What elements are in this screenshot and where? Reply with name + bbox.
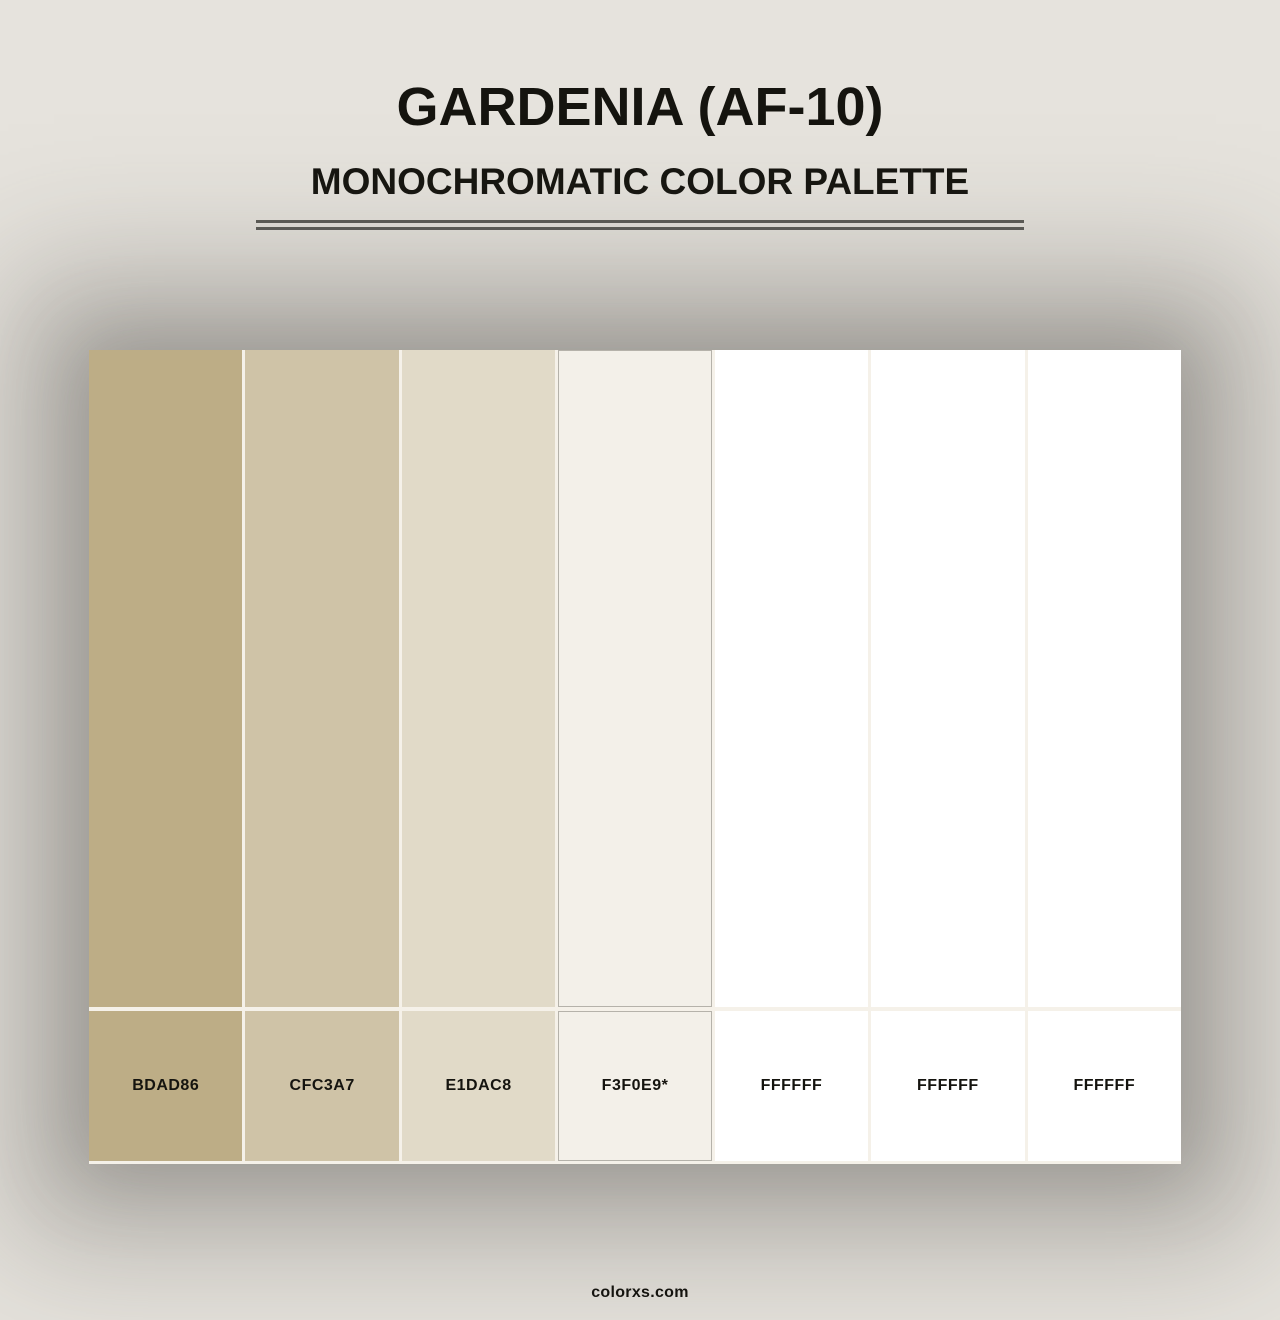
swatch-2-hex-cell[interactable] [245,1011,398,1161]
header-divider [256,220,1024,230]
swatch-7-hex-cell[interactable] [1028,1011,1181,1161]
header [0,0,1280,230]
swatch-7-hex-label: FFFFFF [1073,1077,1136,1094]
swatch-4-color[interactable] [558,350,711,1007]
swatch-1-hex-label: BDAD86 [132,1077,200,1094]
swatch-7-color[interactable] [1028,350,1181,1007]
swatch-4-hex-cell[interactable] [558,1011,711,1161]
site-link[interactable]: colorxs.com [591,1284,689,1301]
swatch-2-hex-label: CFC3A7 [289,1077,355,1094]
swatch-3-color[interactable] [402,350,555,1007]
swatch-3-hex-cell[interactable] [402,1011,555,1161]
swatch-5-color[interactable] [715,350,868,1007]
swatch-4-hex-label: F3F0E9* [601,1077,669,1094]
page-subtitle: MONOCHROMATIC COLOR PALETTE [310,161,970,203]
swatch-5-hex-label: FFFFFF [760,1077,823,1094]
swatch-5-hex-cell[interactable] [715,1011,868,1161]
footer [0,1284,1280,1302]
swatch-6-hex-label: FFFFFF [917,1077,979,1094]
swatch-2-color[interactable] [245,350,398,1007]
palette-grid [89,350,1181,1164]
page-title: GARDENIA (AF-10) [396,77,884,137]
swatch-1-color[interactable] [89,350,242,1007]
swatch-3-hex-label: E1DAC8 [445,1077,512,1094]
swatch-6-hex-cell[interactable] [871,1011,1024,1161]
swatch-6-color[interactable] [871,350,1024,1007]
swatch-1-hex-cell[interactable] [89,1011,242,1161]
